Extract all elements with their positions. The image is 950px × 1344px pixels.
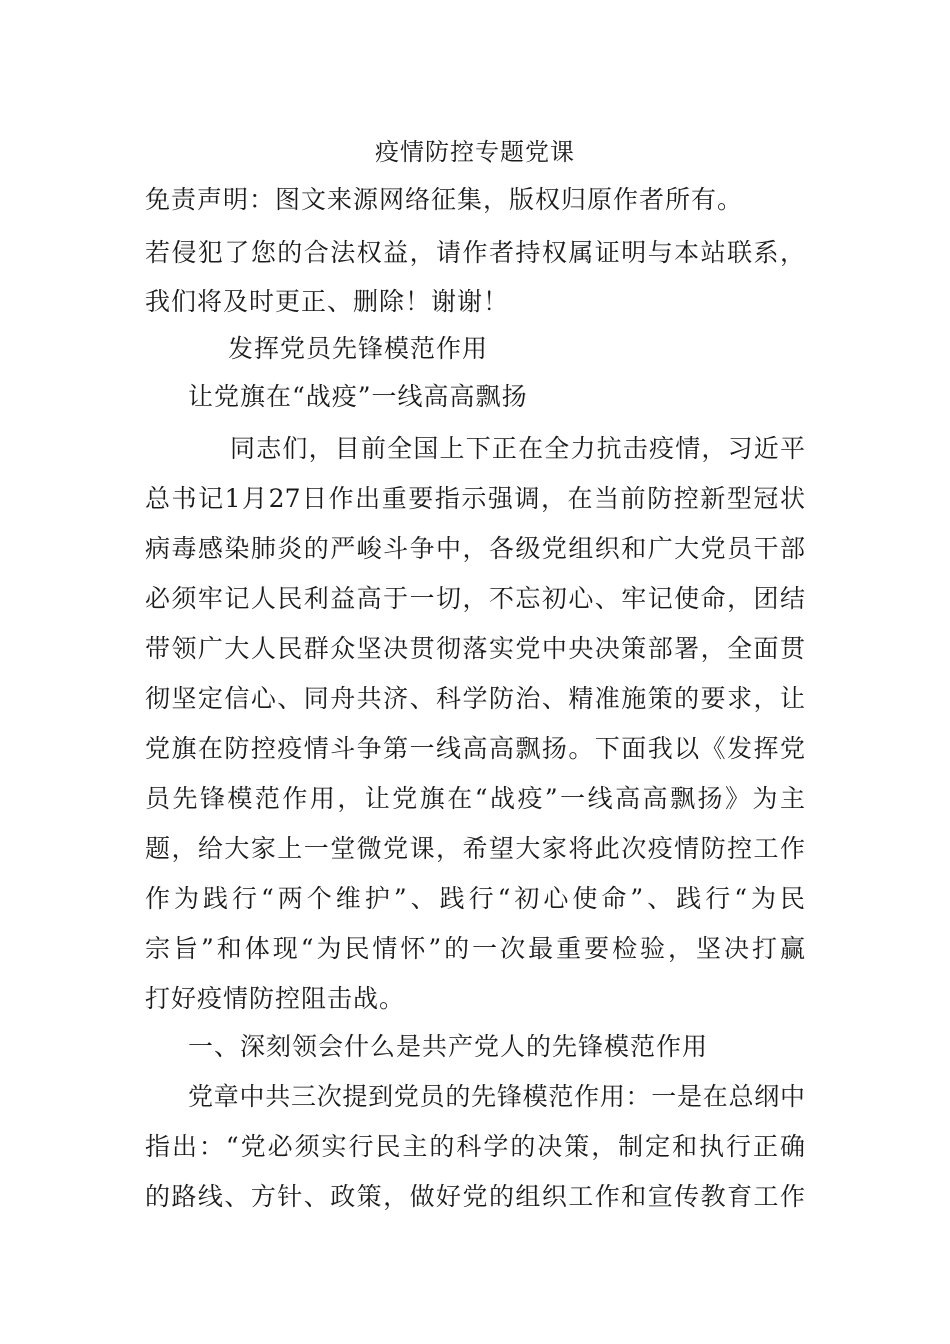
section-paragraph-line: 的路线、方针、政策，做好党的组织工作和宣传教育工作 [145,1182,805,1211]
intro-paragraph-line: 打好疫情防控阻击战。 [145,984,406,1013]
disclaimer-line: 若侵犯了您的合法权益，请作者持权属证明与本站联系， [145,238,805,267]
section-heading: 一、深刻领会什么是共产党人的先锋模范作用 [188,1032,709,1061]
intro-paragraph-line: 党旗在防控疫情斗争第一线高高飘扬。下面我以《发挥党 [145,734,805,763]
intro-paragraph-line: 作为践行“两个维护”、践行“初心使命”、践行“为民 [145,884,805,913]
intro-paragraph-line: 员先锋模范作用，让党旗在“战疫”一线高高飘扬》为主 [145,784,805,813]
subtitle-2: 让党旗在“战疫”一线高高飘扬 [188,382,528,411]
document-title: 疫情防控专题党课 [375,138,575,166]
intro-paragraph-line: 带领广大人民群众坚决贯彻落实党中央决策部署，全面贯 [145,634,805,663]
section-paragraph-line: 指出：“党必须实行民主的科学的决策，制定和执行正确 [145,1132,805,1161]
subtitle-1: 发挥党员先锋模范作用 [228,334,489,363]
intro-paragraph-line: 题，给大家上一堂微党课，希望大家将此次疫情防控工作 [145,834,805,863]
intro-paragraph-line: 同志们，目前全国上下正在全力抗击疫情，习近平 [230,434,805,463]
intro-paragraph-line: 病毒感染肺炎的严峻斗争中，各级党组织和广大党员干部 [145,534,805,563]
section-paragraph-line: 党章中共三次提到党员的先锋模范作用：一是在总纲中 [188,1082,805,1111]
disclaimer-line: 免责声明：图文来源网络征集，版权归原作者所有。 [145,185,744,214]
disclaimer-line: 我们将及时更正、删除！谢谢！ [145,287,510,316]
intro-paragraph-line: 宗旨”和体现“为民情怀”的一次最重要检验，坚决打赢 [145,934,805,963]
intro-paragraph-line: 总书记1月27日作出重要指示强调，在当前防控新型冠状 [145,484,805,513]
intro-paragraph-line: 必须牢记人民利益高于一切，不忘初心、牢记使命，团结 [145,584,805,613]
intro-paragraph-line: 彻坚定信心、同舟共济、科学防治、精准施策的要求，让 [145,684,805,713]
